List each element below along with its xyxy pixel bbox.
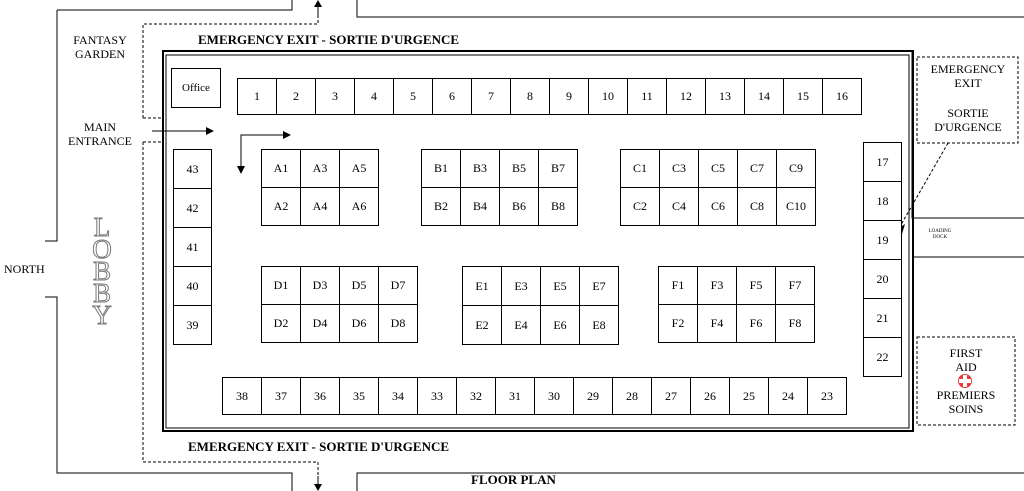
booth-8[interactable]: 8	[510, 78, 550, 115]
booth-32[interactable]: 32	[456, 377, 496, 415]
booth-9[interactable]: 9	[549, 78, 589, 115]
booth-B1[interactable]: B1	[421, 149, 461, 188]
booth-42[interactable]: 42	[173, 188, 212, 228]
emergency-exit-bottom-label: EMERGENCY EXIT - SORTIE D'URGENCE	[188, 439, 450, 454]
booth-D8[interactable]: D8	[378, 304, 418, 343]
booth-20[interactable]: 20	[863, 259, 902, 299]
booth-10[interactable]: 10	[588, 78, 628, 115]
booth-14[interactable]: 14	[744, 78, 784, 115]
booth-D1[interactable]: D1	[261, 266, 301, 305]
booth-E8[interactable]: E8	[579, 305, 619, 345]
booth-27[interactable]: 27	[651, 377, 691, 415]
booth-D4[interactable]: D4	[300, 304, 340, 343]
booth-A4[interactable]: A4	[300, 187, 340, 226]
booth-C7[interactable]: C7	[737, 149, 777, 188]
booth-A1[interactable]: A1	[261, 149, 301, 188]
booth-38[interactable]: 38	[222, 377, 262, 415]
booth-E1[interactable]: E1	[462, 266, 502, 306]
booth-C6[interactable]: C6	[698, 187, 738, 226]
first-aid-label: FIRST AID PREMIERS SOINS	[936, 346, 996, 416]
booth-34[interactable]: 34	[378, 377, 418, 415]
booth-19[interactable]: 19	[863, 220, 902, 260]
booth-C9[interactable]: C9	[776, 149, 816, 188]
booth-C4[interactable]: C4	[659, 187, 699, 226]
booth-33[interactable]: 33	[417, 377, 457, 415]
booth-F3[interactable]: F3	[697, 266, 737, 305]
booth-6[interactable]: 6	[432, 78, 472, 115]
booth-17[interactable]: 17	[863, 142, 902, 182]
booth-F7[interactable]: F7	[775, 266, 815, 305]
booth-18[interactable]: 18	[863, 181, 902, 221]
booth-C3[interactable]: C3	[659, 149, 699, 188]
booth-D6[interactable]: D6	[339, 304, 379, 343]
booth-7[interactable]: 7	[471, 78, 511, 115]
booth-A6[interactable]: A6	[339, 187, 379, 226]
emergency-exit-right-label: EMERGENCY EXIT SORTIE D'URGENCE	[930, 62, 1006, 134]
booth-40[interactable]: 40	[173, 266, 212, 306]
booth-12[interactable]: 12	[666, 78, 706, 115]
north-label: NORTH	[4, 262, 45, 276]
booth-F4[interactable]: F4	[697, 304, 737, 343]
loading-dock-label: LOADING DOCK	[928, 229, 952, 240]
booth-F6[interactable]: F6	[736, 304, 776, 343]
booth-31[interactable]: 31	[495, 377, 535, 415]
booth-D3[interactable]: D3	[300, 266, 340, 305]
main-entrance-label: MAIN ENTRANCE	[68, 120, 132, 148]
booth-B6[interactable]: B6	[499, 187, 539, 226]
booth-11[interactable]: 11	[627, 78, 667, 115]
booth-39[interactable]: 39	[173, 305, 212, 345]
booth-E2[interactable]: E2	[462, 305, 502, 345]
booth-37[interactable]: 37	[261, 377, 301, 415]
booth-E7[interactable]: E7	[579, 266, 619, 306]
booth-D7[interactable]: D7	[378, 266, 418, 305]
booth-5[interactable]: 5	[393, 78, 433, 115]
booth-2[interactable]: 2	[276, 78, 316, 115]
booth-E5[interactable]: E5	[540, 266, 580, 306]
office[interactable]: Office	[171, 68, 221, 108]
booth-A2[interactable]: A2	[261, 187, 301, 226]
fantasy-garden-label: FANTASY GARDEN	[73, 33, 127, 61]
booth-23[interactable]: 23	[807, 377, 847, 415]
booth-29[interactable]: 29	[573, 377, 613, 415]
booth-F5[interactable]: F5	[736, 266, 776, 305]
booth-B5[interactable]: B5	[499, 149, 539, 188]
booth-C5[interactable]: C5	[698, 149, 738, 188]
booth-C2[interactable]: C2	[620, 187, 660, 226]
booth-C10[interactable]: C10	[776, 187, 816, 226]
booth-16[interactable]: 16	[822, 78, 862, 115]
booth-E4[interactable]: E4	[501, 305, 541, 345]
booth-36[interactable]: 36	[300, 377, 340, 415]
booth-A3[interactable]: A3	[300, 149, 340, 188]
booth-C8[interactable]: C8	[737, 187, 777, 226]
booth-30[interactable]: 30	[534, 377, 574, 415]
booth-41[interactable]: 41	[173, 227, 212, 267]
booth-B8[interactable]: B8	[538, 187, 578, 226]
booth-D2[interactable]: D2	[261, 304, 301, 343]
floor-plan-title: FLOOR PLAN	[471, 472, 556, 487]
booth-24[interactable]: 24	[768, 377, 808, 415]
booth-43[interactable]: 43	[173, 149, 212, 189]
booth-E3[interactable]: E3	[501, 266, 541, 306]
booth-B2[interactable]: B2	[421, 187, 461, 226]
booth-15[interactable]: 15	[783, 78, 823, 115]
booth-28[interactable]: 28	[612, 377, 652, 415]
booth-D5[interactable]: D5	[339, 266, 379, 305]
booth-25[interactable]: 25	[729, 377, 769, 415]
booth-22[interactable]: 22	[863, 337, 902, 377]
booth-4[interactable]: 4	[354, 78, 394, 115]
booth-3[interactable]: 3	[315, 78, 355, 115]
booth-B7[interactable]: B7	[538, 149, 578, 188]
booth-A5[interactable]: A5	[339, 149, 379, 188]
booth-B4[interactable]: B4	[460, 187, 500, 226]
booth-35[interactable]: 35	[339, 377, 379, 415]
booth-F8[interactable]: F8	[775, 304, 815, 343]
booth-26[interactable]: 26	[690, 377, 730, 415]
emergency-exit-top-label: EMERGENCY EXIT - SORTIE D'URGENCE	[198, 32, 460, 47]
booth-F2[interactable]: F2	[658, 304, 698, 343]
booth-21[interactable]: 21	[863, 298, 902, 338]
booth-E6[interactable]: E6	[540, 305, 580, 345]
lobby-label: L O B B Y	[92, 212, 112, 330]
booth-13[interactable]: 13	[705, 78, 745, 115]
booth-1[interactable]: 1	[237, 78, 277, 115]
booth-B3[interactable]: B3	[460, 149, 500, 188]
booth-F1[interactable]: F1	[658, 266, 698, 305]
booth-C1[interactable]: C1	[620, 149, 660, 188]
